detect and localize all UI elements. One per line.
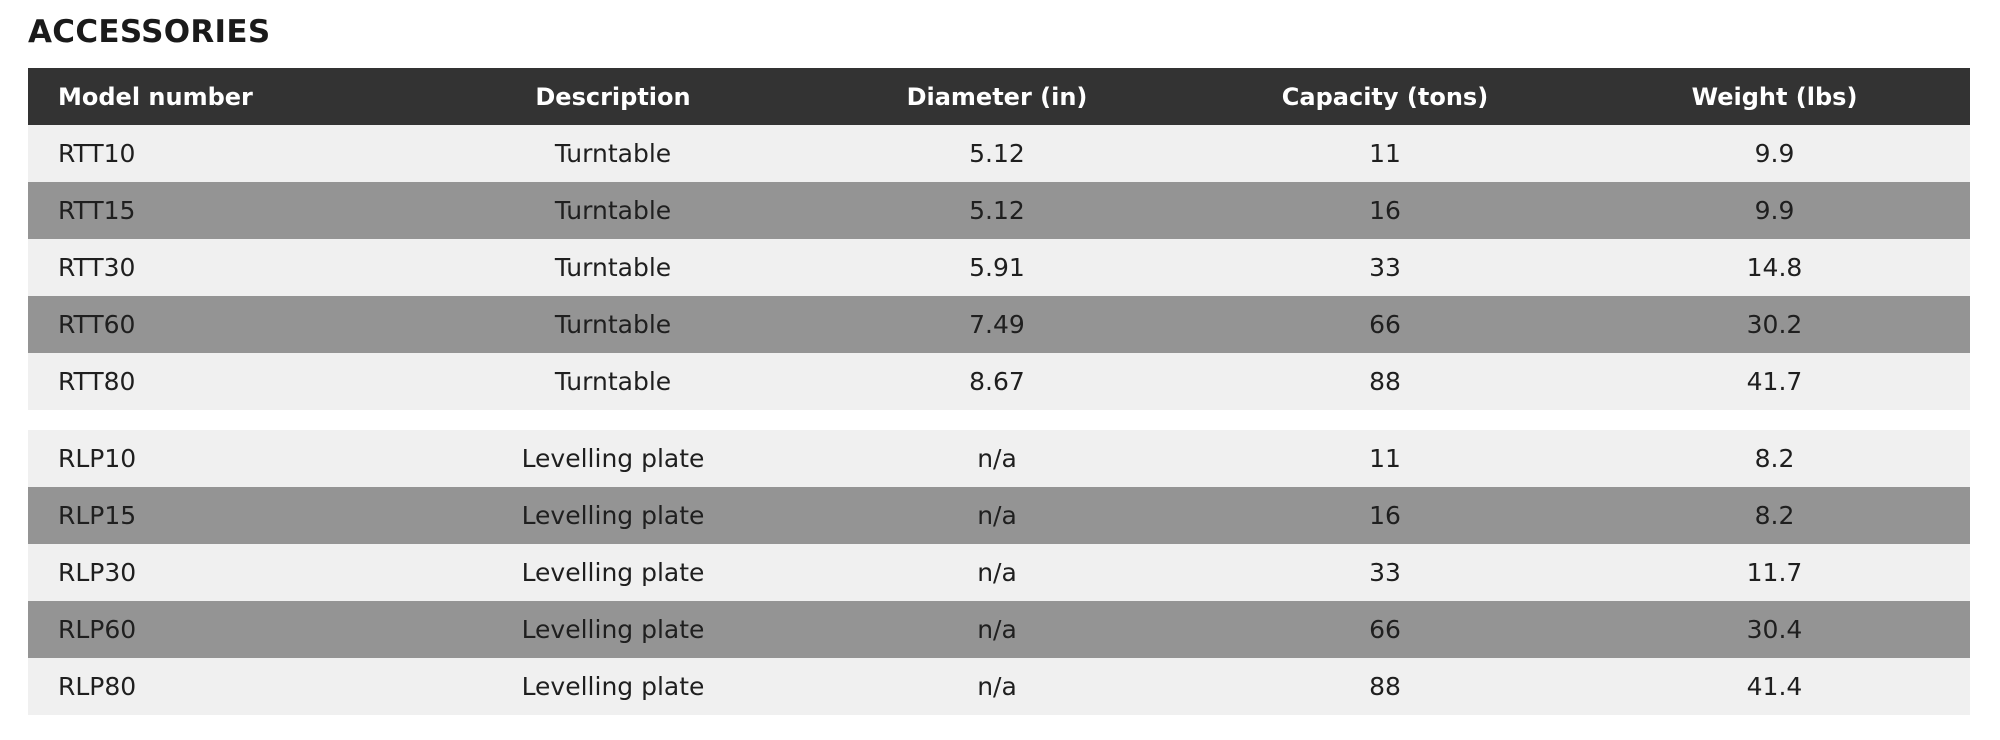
cell-model: RLP10 — [58, 444, 137, 473]
cell-diameter: n/a — [977, 501, 1017, 530]
cell-model: RLP15 — [58, 501, 137, 530]
cell-capacity: 33 — [1369, 253, 1401, 282]
cell-description: Turntable — [554, 196, 672, 225]
cell-model: RTT10 — [58, 139, 136, 168]
cell-description: Levelling plate — [521, 558, 705, 587]
cell-weight: 41.4 — [1746, 672, 1803, 701]
table-row — [28, 353, 1970, 410]
cell-description: Levelling plate — [521, 444, 705, 473]
table-row — [28, 658, 1970, 715]
cell-description: Turntable — [554, 253, 672, 282]
column-header-capacity: Capacity (tons) — [1281, 82, 1489, 111]
cell-diameter: 5.12 — [969, 139, 1025, 168]
cell-description: Levelling plate — [521, 501, 705, 530]
column-header-diameter: Diameter (in) — [906, 82, 1088, 111]
column-header-weight: Weight (lbs) — [1691, 82, 1858, 111]
table-row — [28, 544, 1970, 601]
group-separator — [28, 410, 1970, 430]
cell-capacity: 16 — [1369, 501, 1401, 530]
cell-diameter: 5.91 — [969, 253, 1025, 282]
cell-weight: 9.9 — [1754, 196, 1795, 225]
cell-weight: 14.8 — [1746, 253, 1803, 282]
cell-weight: 11.7 — [1746, 558, 1803, 587]
cell-capacity: 11 — [1369, 139, 1401, 168]
cell-diameter: n/a — [977, 615, 1017, 644]
cell-model: RLP60 — [58, 615, 137, 644]
cell-description: Turntable — [554, 139, 672, 168]
cell-model: RTT80 — [58, 367, 136, 396]
table-header — [28, 68, 1970, 125]
page-title: ACCESSORIES — [28, 14, 271, 50]
table-row — [28, 239, 1970, 296]
cell-diameter: 7.49 — [969, 310, 1025, 339]
cell-weight: 8.2 — [1754, 501, 1795, 530]
cell-diameter: n/a — [977, 558, 1017, 587]
cell-description: Turntable — [554, 310, 672, 339]
cell-capacity: 16 — [1369, 196, 1401, 225]
cell-capacity: 66 — [1369, 310, 1401, 339]
cell-weight: 30.4 — [1746, 615, 1803, 644]
table-row — [28, 125, 1970, 182]
cell-capacity: 88 — [1369, 367, 1401, 396]
cell-weight: 9.9 — [1754, 139, 1795, 168]
column-header-description: Description — [535, 82, 691, 111]
column-header-model: Model number — [58, 82, 253, 111]
table-row — [28, 601, 1970, 658]
cell-model: RTT30 — [58, 253, 136, 282]
cell-weight: 8.2 — [1754, 444, 1795, 473]
cell-diameter: 8.67 — [969, 367, 1025, 396]
table-row — [28, 430, 1970, 487]
cell-description: Levelling plate — [521, 672, 705, 701]
cell-description: Levelling plate — [521, 615, 705, 644]
cell-model: RLP80 — [58, 672, 137, 701]
accessories-table — [28, 68, 1970, 715]
table-row — [28, 296, 1970, 353]
cell-diameter: n/a — [977, 672, 1017, 701]
cell-model: RLP30 — [58, 558, 137, 587]
cell-capacity: 11 — [1369, 444, 1401, 473]
cell-description: Turntable — [554, 367, 672, 396]
cell-weight: 41.7 — [1746, 367, 1803, 396]
table-body — [28, 125, 1970, 715]
cell-diameter: n/a — [977, 444, 1017, 473]
cell-capacity: 66 — [1369, 615, 1401, 644]
table-row — [28, 182, 1970, 239]
table-row — [28, 487, 1970, 544]
cell-model: RTT60 — [58, 310, 136, 339]
cell-model: RTT15 — [58, 196, 136, 225]
cell-capacity: 88 — [1369, 672, 1401, 701]
cell-weight: 30.2 — [1746, 310, 1803, 339]
cell-capacity: 33 — [1369, 558, 1401, 587]
cell-diameter: 5.12 — [969, 196, 1025, 225]
